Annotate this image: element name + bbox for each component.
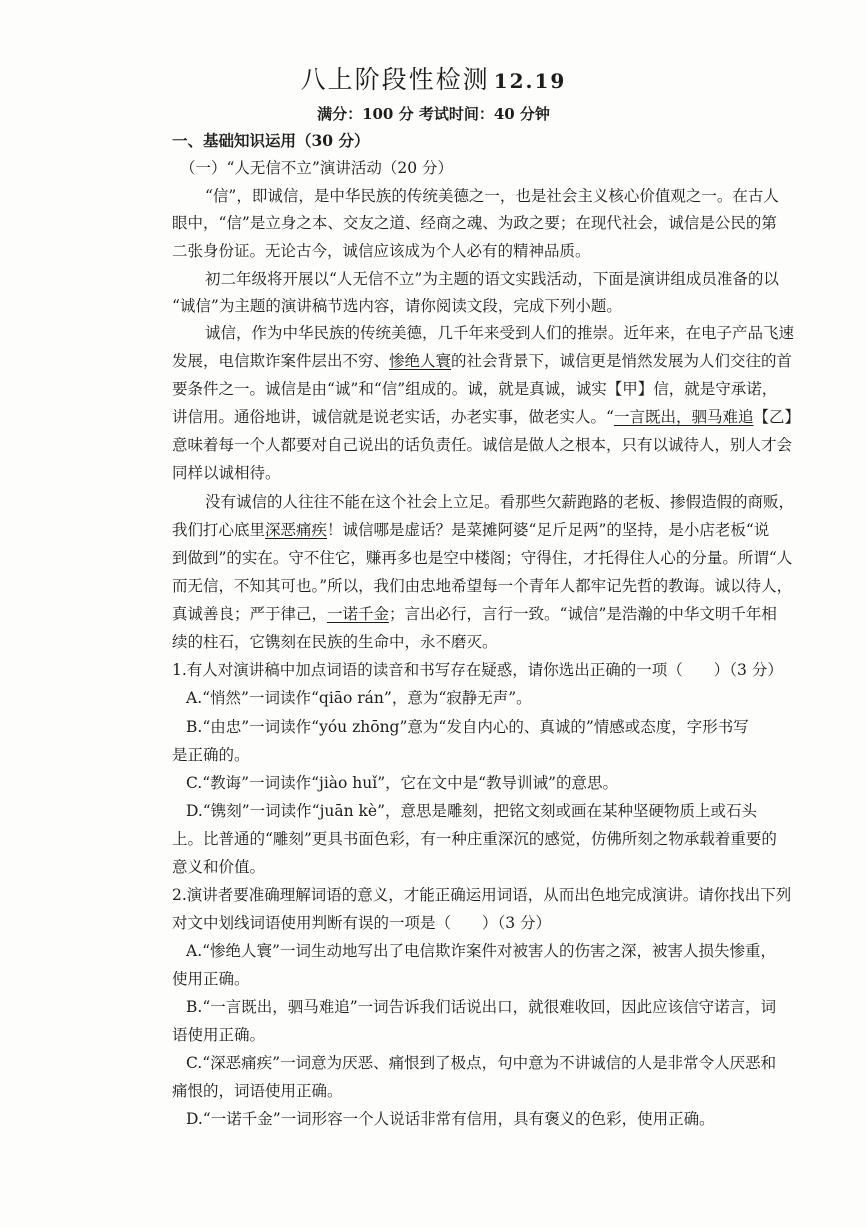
exam-title-row bbox=[0, 60, 867, 96]
speech-line: 意味着每一个人都要对自己说出的话负责任。诚信是做人之根本，只有以诚待人，别人才会 bbox=[172, 436, 793, 454]
section-heading: 一、基础知识运用（30 分） bbox=[172, 131, 370, 150]
option-c: C.“教诲”一词读作“jiào huǐ”，它在文中是“教导训诫”的意思。 bbox=[186, 774, 618, 792]
underlined-phrase: 一诺千金 bbox=[327, 605, 390, 623]
score-and-time: 满分：100 分 考试时间：40 分钟 bbox=[317, 105, 550, 123]
exam-date: 12.19 bbox=[493, 69, 567, 93]
speech-line: 要条件之一。诚信是由“诚”和“信”组成的。诚，就是真诚，诚实【甲】信，就是守承诺， bbox=[172, 380, 778, 398]
intro-line: “信”，即诚信，是中华民族的传统美德之一，也是社会主义核心价值观之一。在古人 bbox=[205, 187, 779, 205]
option-d: D.“一诺千金”一词形容一个人说话非常有信用，具有褒义的色彩，使用正确。 bbox=[186, 1110, 715, 1128]
option-a-cont: 使用正确。 bbox=[172, 970, 250, 988]
speech-line: 我们打心底里深恶痛疾！诚信哪是虚话？是菜摊阿婆“足斤足两”的坚持，是小店老板“说 bbox=[172, 521, 770, 539]
option-b-cont: 是正确的。 bbox=[172, 746, 250, 764]
question-stem: 2.演讲者要准确理解词语的意义，才能正确运用词语，从而出色地完成演讲。请你找出下列 bbox=[172, 886, 792, 904]
speech-line: 发展，电信欺诈案件层出不穷、惨绝人寰的社会背景下，诚信更是悄然发展为人们交往的首 bbox=[172, 352, 793, 370]
option-d: D.“镌刻”一词读作“juān kè”，意思是雕刻，把铭文刻或画在某种坚硬物质上或石头 bbox=[186, 802, 758, 820]
underlined-phrase: 一言既出，驷马难追 bbox=[613, 408, 754, 426]
option-b-cont: 语使用正确。 bbox=[172, 1026, 266, 1044]
option-c: C.“深恶痛疾”一词意为厌恶、痛恨到了极点，句中意为不讲诚信的人是非常令人厌恶和 bbox=[186, 1054, 777, 1072]
intro-line: “诚信”为主题的演讲稿节选内容，请你阅读文段，完成下列小题。 bbox=[172, 297, 622, 315]
option-b: B.“由忠”一词读作“yóu zhōng”意为“发自内心的、真诚的”情感或态度，字形书写 bbox=[186, 718, 749, 736]
underlined-phrase: 深恶痛疾 bbox=[265, 521, 328, 539]
option-c-cont: 痛恨的，词语使用正确。 bbox=[172, 1082, 343, 1100]
speech-line: 而无信，不知其可也。”所以，我们由忠地希望每一个青年人都牢记先哲的教诲。诚以待人， bbox=[172, 577, 793, 595]
underlined-phrase: 惨绝人寰 bbox=[389, 352, 452, 370]
speech-line: 同样以诚相待。 bbox=[172, 464, 281, 482]
speech-line: 诚信，作为中华民族的传统美德，几千年来受到人们的推崇。近年来，在电子产品飞速 bbox=[205, 324, 795, 342]
intro-line: 初二年级将开展以“人无信不立”为主题的语文实践活动，下面是演讲组成员准备的以 bbox=[205, 270, 779, 288]
speech-line: 续的柱石，它镌刻在民族的生命中，永不磨灭。 bbox=[172, 633, 498, 651]
question-stem-cont: 对文中划线词语使用判断有误的一项是（ ）（3 分） bbox=[172, 914, 552, 932]
intro-line: 眼中，“信”是立身之本、交友之道、经商之魂、为政之要；在现代社会，诚信是公民的第 bbox=[172, 214, 777, 232]
option-d-cont: 上。比普通的“雕刻”更具书面色彩，有一种庄重深沉的感觉，仿佛所刻之物承载着重要的 bbox=[172, 830, 777, 848]
option-a: A.“悄然”一词读作“qiāo rán”，意为“寂静无声”。 bbox=[186, 689, 532, 707]
option-d-cont: 意义和价值。 bbox=[172, 858, 266, 876]
intro-line: 二张身份证。无论古今，诚信应该成为个人必有的精神品质。 bbox=[172, 242, 591, 260]
speech-line: 没有诚信的人往往不能在这个社会上立足。看那些欠薪跑路的老板、掺假造假的商贩， bbox=[205, 493, 795, 511]
exam-title: 八上阶段性检测 bbox=[300, 65, 490, 94]
option-b: B.“一言既出，驷马难追”一词告诉我们话说出口，就很难收回，因此应该信守诺言，词 bbox=[186, 998, 777, 1016]
speech-line: 到做到”的实在。守不住它，赚再多也是空中楼阁；守得住，才托得住人心的分量。所谓“人 bbox=[172, 549, 793, 567]
part-heading: （一）“人无信不立”演讲活动（20 分） bbox=[180, 159, 453, 177]
question-stem: 1.有人对演讲稿中加点词语的读音和书写存在疑惑，请你选出正确的一项（ ）（3 分） bbox=[172, 661, 783, 679]
speech-line: 讲信用。通俗地讲，诚信就是说老实话，办老实事，做老实人。“一言既出，驷马难追【乙】 bbox=[172, 408, 800, 426]
option-a: A.“惨绝人寰”一词生动地写出了电信欺诈案件对被害人的伤害之深，被害人损失惨重， bbox=[186, 942, 776, 960]
speech-line: 真诚善良；严于律己，一诺千金；言出必行，言行一致。“诚信”是浩瀚的中华文明千年相 bbox=[172, 605, 777, 623]
